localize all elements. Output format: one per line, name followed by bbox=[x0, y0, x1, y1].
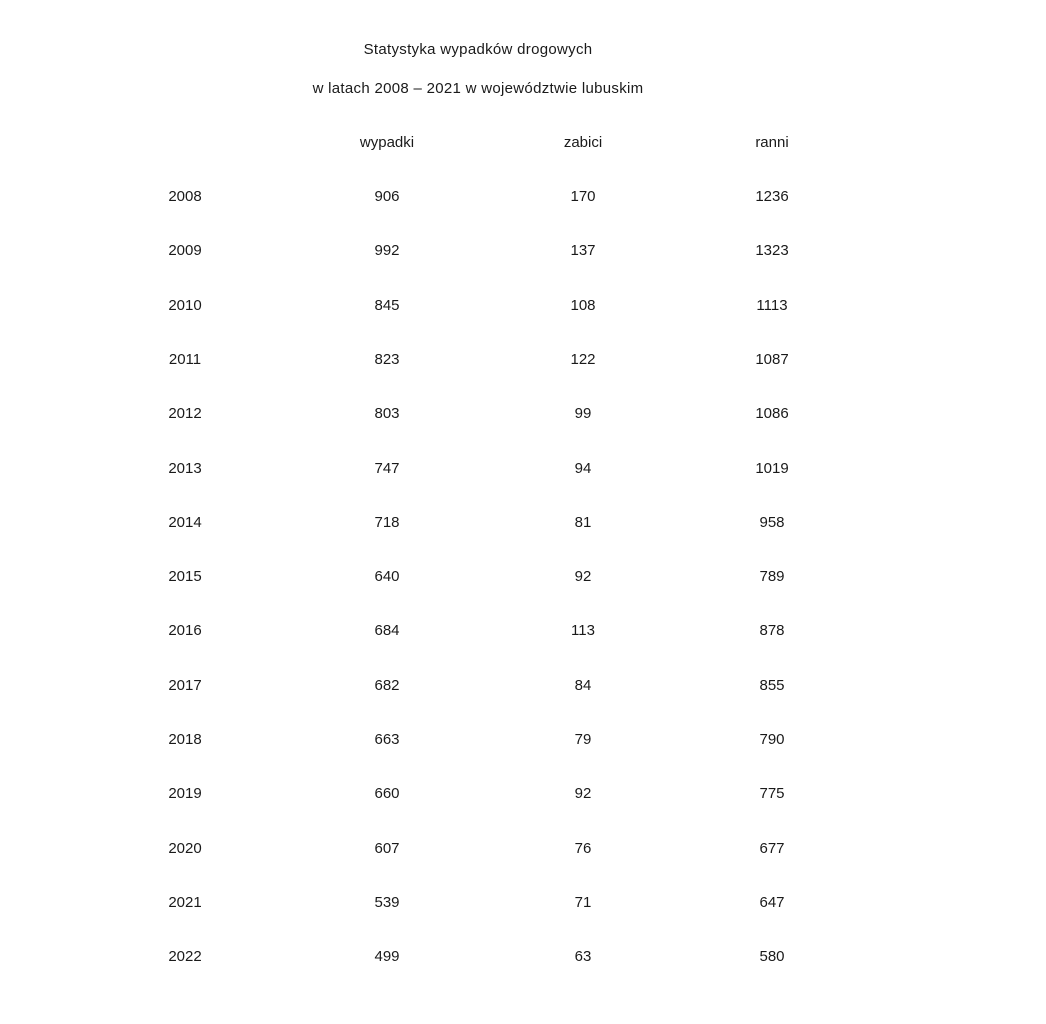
cell-zabici: 113 bbox=[571, 622, 595, 639]
cell-ranni: 878 bbox=[759, 622, 785, 639]
row-year-cell: 2019 bbox=[168, 785, 202, 802]
cell-ranni: 790 bbox=[759, 731, 785, 748]
cell-ranni: 580 bbox=[759, 948, 785, 965]
cell-zabici: 63 bbox=[574, 948, 592, 965]
cell-ranni: 775 bbox=[759, 785, 785, 802]
cell-ranni: 1019 bbox=[755, 460, 789, 477]
cell-ranni: 1236 bbox=[755, 188, 789, 205]
cell-zabici: 81 bbox=[574, 514, 592, 531]
cell-zabici: 99 bbox=[574, 405, 592, 422]
cell-ranni: 647 bbox=[759, 894, 785, 911]
cell-ranni: 789 bbox=[759, 568, 785, 585]
cell-ranni: 1087 bbox=[755, 351, 789, 368]
cell-wypadki: 682 bbox=[374, 677, 400, 694]
cell-zabici: 76 bbox=[574, 840, 592, 857]
row-year-cell: 2008 bbox=[168, 188, 202, 205]
row-year-cell: 2012 bbox=[168, 405, 202, 422]
row-year-cell: 2009 bbox=[168, 242, 202, 259]
row-year-cell: 2022 bbox=[168, 948, 202, 965]
cell-zabici: 92 bbox=[574, 785, 592, 802]
row-year-cell: 2016 bbox=[168, 622, 202, 639]
cell-wypadki: 640 bbox=[374, 568, 400, 585]
row-year-cell: 2014 bbox=[168, 514, 202, 531]
cell-wypadki: 992 bbox=[374, 242, 400, 259]
row-year-cell: 2017 bbox=[168, 677, 202, 694]
cell-wypadki: 684 bbox=[374, 622, 400, 639]
row-year-cell: 2015 bbox=[168, 568, 202, 585]
cell-wypadki: 718 bbox=[374, 514, 400, 531]
cell-wypadki: 845 bbox=[374, 297, 400, 314]
cell-ranni: 677 bbox=[759, 840, 785, 857]
cell-ranni: 855 bbox=[759, 677, 785, 694]
row-year-cell: 2018 bbox=[168, 731, 202, 748]
cell-zabici: 170 bbox=[570, 188, 596, 205]
cell-zabici: 79 bbox=[574, 731, 592, 748]
cell-wypadki: 823 bbox=[374, 351, 400, 368]
cell-wypadki: 906 bbox=[374, 188, 400, 205]
document-subtitle: w latach 2008 – 2021 w województwie lubuskim bbox=[312, 80, 644, 97]
row-year-cell: 2013 bbox=[168, 460, 202, 477]
cell-wypadki: 660 bbox=[374, 785, 400, 802]
row-year-cell: 2021 bbox=[168, 894, 202, 911]
cell-wypadki: 499 bbox=[374, 948, 400, 965]
cell-ranni: 958 bbox=[759, 514, 785, 531]
column-header-wypadki: wypadki bbox=[359, 134, 415, 151]
row-year-cell: 2010 bbox=[168, 297, 202, 314]
cell-wypadki: 607 bbox=[374, 840, 400, 857]
cell-zabici: 108 bbox=[570, 297, 596, 314]
cell-ranni: 1086 bbox=[755, 405, 789, 422]
row-year-cell: 2011 bbox=[168, 351, 202, 368]
cell-wypadki: 539 bbox=[374, 894, 400, 911]
cell-zabici: 94 bbox=[574, 460, 592, 477]
cell-zabici: 122 bbox=[570, 351, 596, 368]
cell-zabici: 92 bbox=[574, 568, 592, 585]
column-header-ranni: ranni bbox=[755, 134, 789, 151]
cell-zabici: 137 bbox=[570, 242, 596, 259]
cell-ranni: 1113 bbox=[756, 297, 788, 314]
column-header-zabici: zabici bbox=[563, 134, 603, 151]
cell-wypadki: 803 bbox=[374, 405, 400, 422]
cell-wypadki: 663 bbox=[374, 731, 400, 748]
cell-zabici: 71 bbox=[574, 894, 592, 911]
cell-zabici: 84 bbox=[574, 677, 592, 694]
cell-ranni: 1323 bbox=[755, 242, 789, 259]
cell-wypadki: 747 bbox=[374, 460, 400, 477]
row-year-cell: 2020 bbox=[168, 840, 202, 857]
document-title: Statystyka wypadków drogowych bbox=[363, 41, 593, 58]
